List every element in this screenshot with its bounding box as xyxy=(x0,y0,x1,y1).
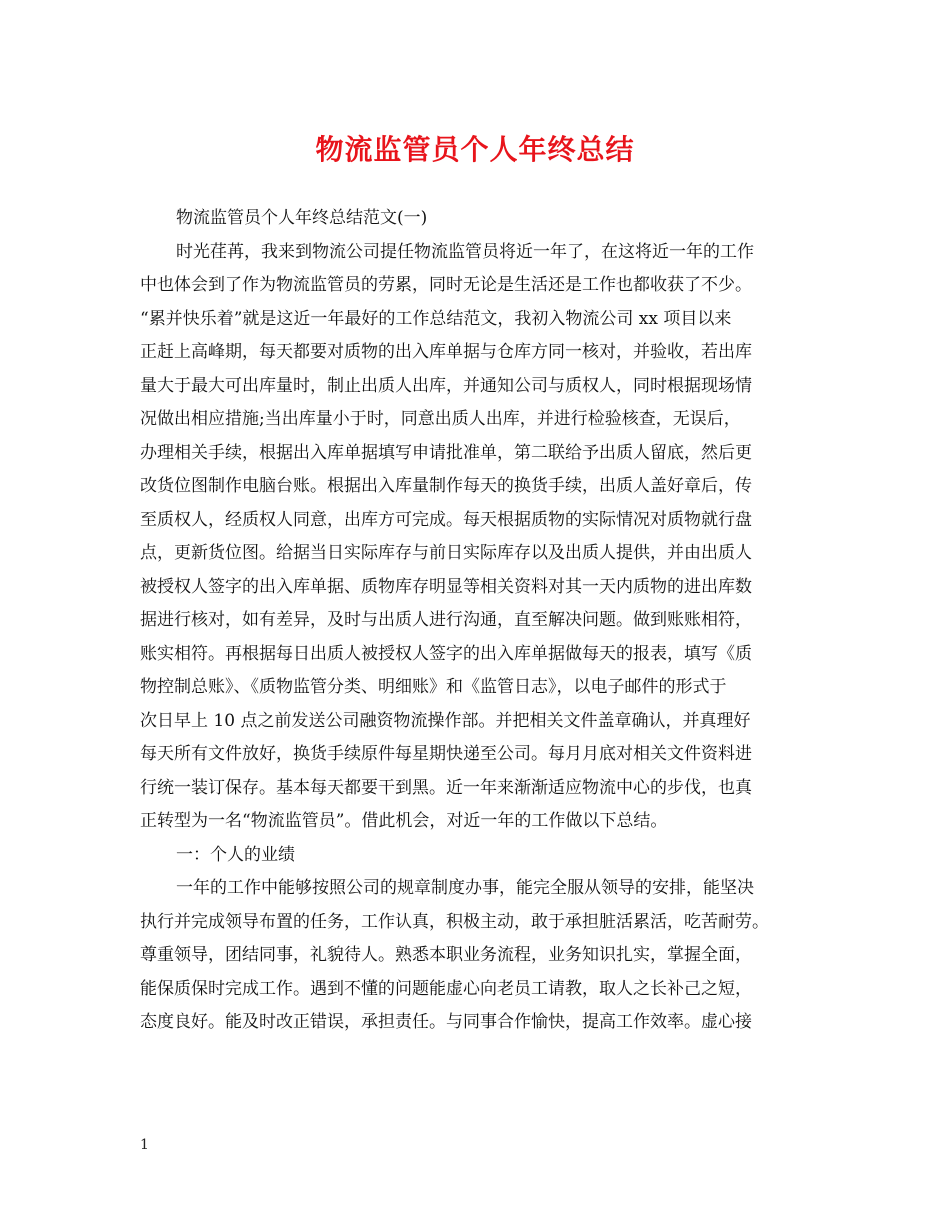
document-title: 物流监管员个人年终总结 xyxy=(315,133,635,166)
text-line: 每天所有文件放好，换货手续原件每星期快递至公司。每月月底对相关文件资料进 xyxy=(140,744,752,764)
document-body xyxy=(140,202,820,1040)
text-line: 账实相符。再根据每日出质人被授权人签字的出入库单据做每天的报表，填写《质 xyxy=(140,643,752,664)
text-line: 物控制总账》、《质物监管分类、明细账》和《监管日志》，以电子邮件的形式于 xyxy=(140,677,727,697)
text-line: 量大于最大可出库量时，制止出质人出库，并通知公司与质权人，同时根据现场情 xyxy=(140,375,752,396)
text-line: 正赶上高峰期，每天都要对质物的出入库单据与仓库方同一核对，并验收，若出库 xyxy=(140,342,752,362)
text-line: 次日早上 10 点之前发送公司融资物流操作部。并把相关文件盖章确认，并真理好 xyxy=(140,710,751,731)
text-line: 至质权人，经质权人同意，出库方可完成。每天根据质物的实际情况对质物就行盘 xyxy=(140,509,752,530)
text-line: “累并快乐着”就是这近一年最好的工作总结范文，我初入物流公司 xx 项目以来 xyxy=(140,308,732,329)
text-line: 行统一装订保存。基本每天都要干到黑。近一年来渐渐适应物流中心的步伐，也真 xyxy=(140,777,752,798)
text-line: 态度良好。能及时改正错误，承担责任。与同事合作愉快，提高工作效率。虚心接 xyxy=(140,1012,752,1032)
text-line: 能保质保时完成工作。遇到不懂的问题能虚心向老员工请教，取人之长补己之短， xyxy=(140,978,752,999)
text-line: 据进行核对，如有差异，及时与出质人进行沟通，直至解决问题。做到账账相符， xyxy=(140,610,752,630)
text-line: 时光荏苒，我来到物流公司提任物流监管员将近一年了，在这将近一年的工作 xyxy=(176,241,754,262)
text-line: 被授权人签字的出入库单据、质物库存明显等相关资料对其一天内质物的进出库数 xyxy=(140,576,752,597)
text-line: 点，更新货位图。给据当日实际库存与前日实际库存以及出质人提供，并由出质人 xyxy=(140,543,752,563)
text-line: 正转型为一名“物流监管员”。借此机会，对近一年的工作做以下总结。 xyxy=(140,811,668,831)
text-line: 一年的工作中能够按照公司的规章制度办事，能完全服从领导的安排，能坚决 xyxy=(176,878,754,898)
text-line: 办理相关手续，根据出入库单据填写申请批准单，第二联给予出质人留底，然后更 xyxy=(140,442,752,463)
text-line: 一：个人的业绩 xyxy=(176,844,295,865)
text-line: 中也体会到了作为物流监管员的劳累，同时无论是生活还是工作也都收获了不少。 xyxy=(140,275,752,295)
text-line: 执行并完成领导布置的任务，工作认真，积极主动，敢于承担脏活累活，吃苦耐劳。 xyxy=(140,911,769,932)
page-number: 1 xyxy=(140,1137,149,1153)
text-line: 况做出相应措施;当出库量小于时，同意出质人出库，并进行检验核查，无误后， xyxy=(140,409,741,429)
text-line: 物流监管员个人年终总结范文(一) xyxy=(176,208,428,228)
text-line: 改货位图制作电脑台账。根据出入库量制作每天的换货手续，出质人盖好章后，传 xyxy=(140,476,752,496)
text-line: 尊重领导，团结同事，礼貌待人。熟悉本职业务流程，业务知识扎实，掌握全面， xyxy=(140,945,752,965)
